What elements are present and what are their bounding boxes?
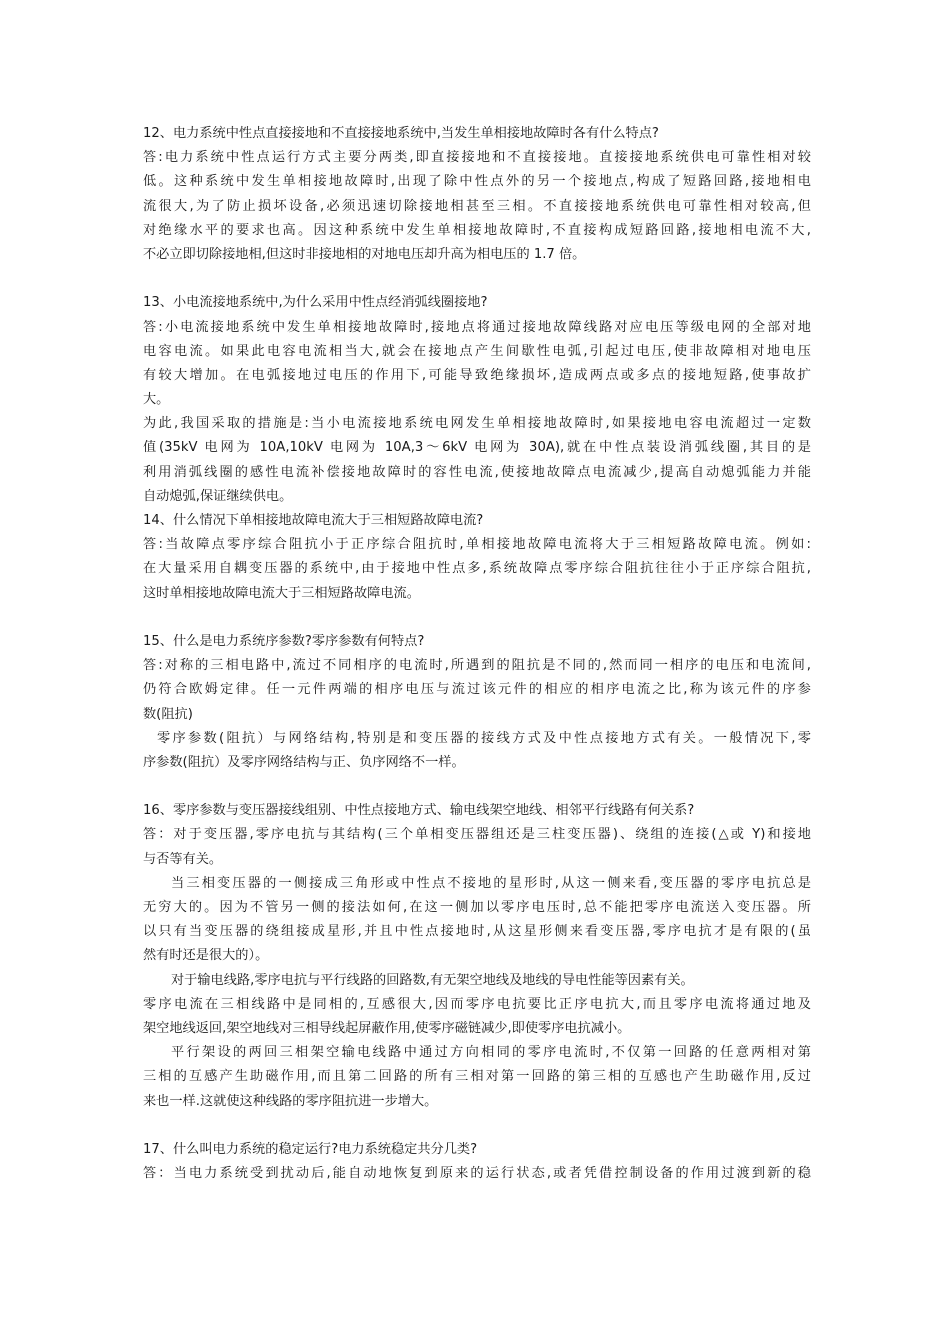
- answer-line: 答:当故障点零序综合阻抗小于正序综合阻抗时,单相接地故障电流将大于三相短路故障电流。例如:: [143, 537, 811, 553]
- qa-section-12: [143, 122, 811, 267]
- answer-line: 三相的互感产生助磁作用,而且第二回路的所有三相对第一回路的第三相的互感也产生助磁作用,反过: [143, 1069, 811, 1085]
- answer-line: 对绝缘水平的要求也高。因这种系统中发生单相接地故障时,不直接构成短路回路,接地相电流不大,: [143, 222, 811, 238]
- answer-line: 大。: [143, 392, 170, 408]
- qa-section-15: [143, 630, 811, 775]
- answer-line: 答：对于变压器,零序电抗与其结构(三个单相变压器组还是三柱变压器)、绕组的连接(△或 Y)和接地: [143, 827, 811, 843]
- answer-line: 答:小电流接地系统中发生单相接地故障时,接地点将通过接地故障线路对应电压等级电网的全部对地: [143, 319, 811, 335]
- question-heading: 15、什么是电力系统序参数?零序参数有何特点?: [143, 633, 425, 649]
- answer-line: 为此,我国采取的措施是:当小电流接地系统电网发生单相接地故障时,如果接地电容电流超过一定数: [143, 416, 811, 432]
- answer-line: 答:对称的三相电路中,流过不同相序的电流时,所遇到的阻抗是不同的,然而同一相序的电压和电流间,: [143, 658, 811, 674]
- answer-line: 与否等有关。: [143, 851, 223, 867]
- question-heading: 13、小电流接地系统中,为什么采用中性点经消弧线圈接地?: [143, 295, 488, 311]
- answer-line: 不必立即切除接地相,但这时非接地相的对地电压却升高为相电压的 1.7 倍。: [143, 246, 586, 262]
- answer-line: 低。这种系统中发生单相接地故障时,出现了除中性点外的另一个接地点,构成了短路回路,接地相电: [143, 174, 811, 190]
- answer-line: 答:电力系统中性点运行方式主要分两类,即直接接地和不直接接地。直接接地系统供电可靠性相对较: [143, 150, 811, 166]
- section-spacer: [143, 775, 811, 799]
- question-heading: 17、什么叫电力系统的稳定运行?电力系统稳定共分几类?: [143, 1141, 478, 1157]
- qa-section-14: [143, 509, 811, 606]
- question-heading: 14、什么情况下单相接地故障电流大于三相短路故障电流?: [143, 513, 484, 528]
- answer-line: 架空地线返回,架空地线对三相导线起屏蔽作用,使零序磁链减少,即使零序电抗减小。: [143, 1020, 631, 1036]
- answer-line: 在大量采用自耦变压器的系统中,由于接地中性点多,系统故障点零序综合阻抗往往小于正序综合阻抗,: [143, 561, 811, 577]
- answer-line: 以只有当变压器的绕组接成星形,并且中性点接地时,从这星形侧来看变压器,零序电抗才是有限的(虽: [143, 924, 811, 940]
- answer-line: 利用消弧线圈的感性电流补偿接地故障时的容性电流,使接地故障点电流减少,提高自动熄弧能力并能: [143, 464, 811, 480]
- answer-line: 无穷大的。因为不管另一侧的接法如何,在这一侧加以零序电压时,总不能把零序电流送入变压器。所: [143, 900, 811, 915]
- qa-section-13: [143, 291, 811, 509]
- answer-line: 零序参数(阻抗）与网络结构,特别是和变压器的接线方式及中性点接地方式有关。一般情况下,零: [157, 730, 811, 746]
- answer-line: 零序电流在三相线路中是同相的,互感很大,因而零序电抗要比正序电抗大,而且零序电流将通过地及: [143, 996, 811, 1012]
- question-heading: 16、零序参数与变压器接线组别、中性点接地方式、输电线架空地线、相邻平行线路有何关系?: [143, 803, 695, 819]
- answer-line: 仍符合欧姆定律。任一元件两端的相序电压与流过该元件的相应的相序电流之比,称为该元件的序参: [143, 682, 811, 698]
- answer-line: 值(35kV 电网为 10A,10kV 电网为 10A,3～6kV 电网为 30A),就在中性点装设消弧线圈,其目的是: [143, 440, 811, 456]
- answer-line: 然有时还是很大的）。: [143, 948, 269, 964]
- answer-line: 这时单相接地故障电流大于三相短路故障电流。: [143, 585, 420, 601]
- answer-line: 有较大增加。在电弧接地过电压的作用下,可能导致绝缘损坏,造成两点或多点的接地短路,使事故扩: [143, 367, 811, 383]
- section-spacer: [143, 606, 811, 630]
- answer-line: 平行架设的两回三相架空输电线路中通过方向相同的零序电流时,不仅第一回路的任意两相对第: [171, 1045, 811, 1061]
- document-page: [143, 122, 811, 1186]
- answer-line: 来也一样.这就使这种线路的零序阻抗进一步增大。: [143, 1093, 438, 1109]
- answer-line: 当三相变压器的一侧接成三角形或中性点不接地的星形时,从这一侧来看,变压器的零序电抗总是: [171, 875, 811, 891]
- section-spacer: [143, 267, 811, 291]
- question-heading: 12、电力系统中性点直接接地和不直接接地系统中,当发生单相接地故障时各有什么特点?: [143, 126, 659, 141]
- answer-line: 序参数(阻抗）及零序网络结构与正、负序网络不一样。: [143, 754, 465, 770]
- qa-section-17: [143, 1138, 811, 1186]
- answer-line: 流很大,为了防止损坏设备,必须迅速切除接地相甚至三相。不直接接地系统供电可靠性相对较高,但: [143, 198, 811, 214]
- answer-line: 答：当电力系统受到扰动后,能自动地恢复到原来的运行状态,或者凭借控制设备的作用过渡到新的稳: [143, 1166, 811, 1182]
- section-spacer: [143, 1114, 811, 1138]
- answer-line: 数(阻抗): [143, 706, 193, 722]
- answer-line: 自动熄弧,保证继续供电。: [143, 488, 293, 504]
- qa-section-16: [143, 799, 811, 1113]
- answer-line: 对于输电线路,零序电抗与平行线路的回路数,有无架空地线及地线的导电性能等因素有关。: [171, 972, 694, 988]
- answer-line: 电容电流。如果此电容电流相当大,就会在接地点产生间歇性电弧,引起过电压,使非故障相对地电压: [143, 343, 811, 359]
